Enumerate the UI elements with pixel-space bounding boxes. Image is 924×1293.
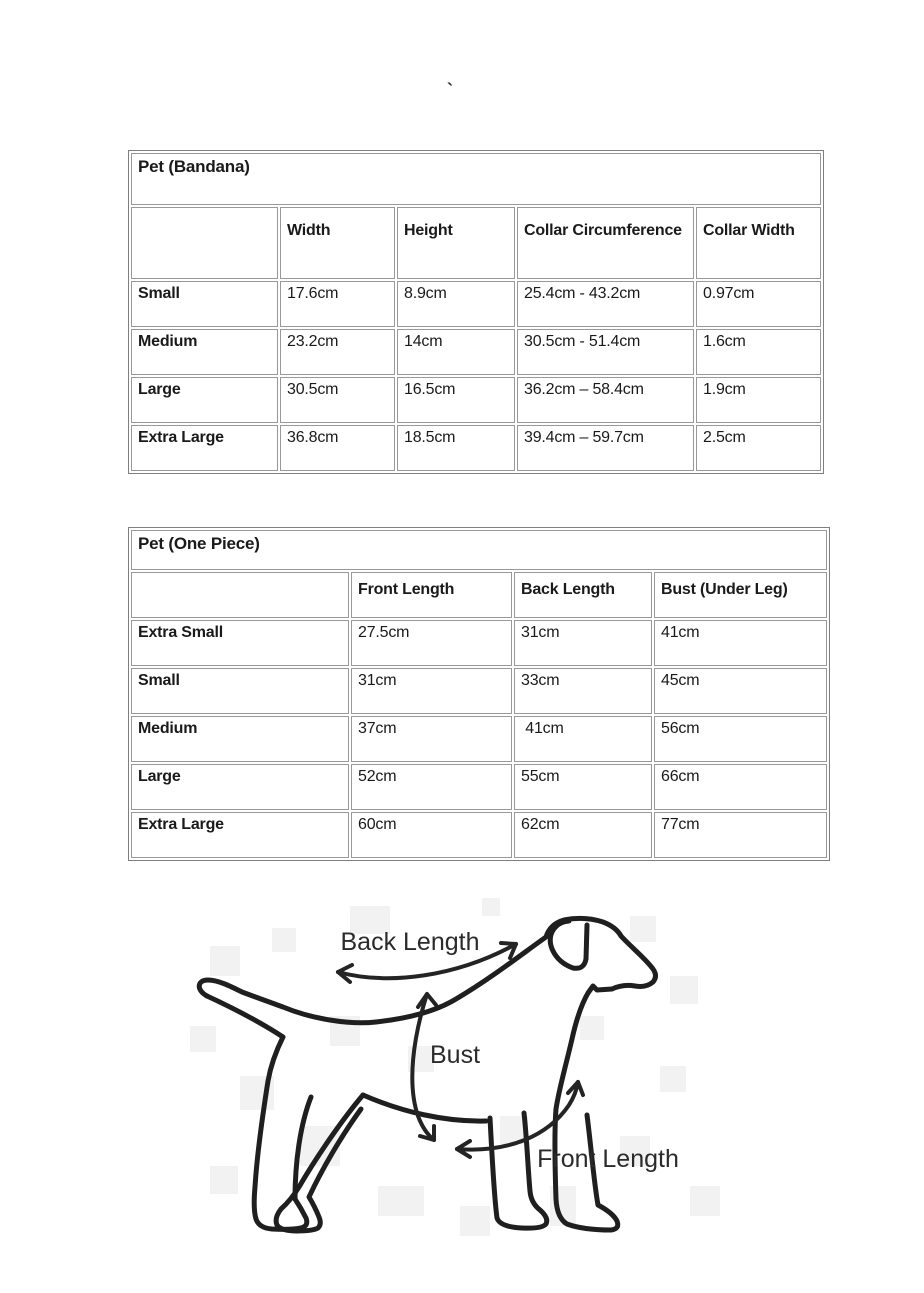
table-row — [131, 329, 821, 375]
table-row — [131, 764, 827, 810]
bandana-header-height: Height — [397, 207, 515, 279]
dog-measurement-diagram — [150, 888, 750, 1288]
row-label: Large — [131, 377, 278, 423]
bandana-title-row — [131, 153, 821, 205]
row-label: Small — [131, 668, 349, 714]
cell-collar-circumference: 30.5cm - 51.4cm — [517, 329, 694, 375]
bandana-header-collar-width: Collar Width — [696, 207, 821, 279]
row-label: Medium — [131, 329, 278, 375]
cell-bust: 56cm — [654, 716, 827, 762]
cell-front-length: 60cm — [351, 812, 512, 858]
row-label: Extra Small — [131, 620, 349, 666]
dog-outline-sketch — [199, 918, 655, 1231]
one-piece-table-title: Pet (One Piece) — [131, 530, 827, 570]
dog-ear — [550, 921, 587, 968]
table-row — [131, 281, 821, 327]
bandana-header-collar-circumference: Collar Circumference — [517, 207, 694, 279]
back-length-label: Back Length — [340, 928, 480, 956]
row-label: Extra Large — [131, 425, 278, 471]
cell-width: 23.2cm — [280, 329, 395, 375]
row-label: Small — [131, 281, 278, 327]
table-row — [131, 716, 827, 762]
cell-front-length: 37cm — [351, 716, 512, 762]
cell-height: 16.5cm — [397, 377, 515, 423]
one-piece-title-row — [131, 530, 827, 570]
cell-front-length: 27.5cm — [351, 620, 512, 666]
bust-label: Bust — [429, 1041, 481, 1069]
one-piece-size-table — [128, 527, 830, 861]
bandana-size-table — [128, 150, 824, 474]
one-piece-header-front-length: Front Length — [351, 572, 512, 618]
stray-backtick-mark: ` — [447, 80, 453, 100]
row-label: Medium — [131, 716, 349, 762]
cell-collar-width: 0.97cm — [696, 281, 821, 327]
bandana-header-width: Width — [280, 207, 395, 279]
table-row — [131, 425, 821, 471]
cell-back-length: 62cm — [514, 812, 652, 858]
cell-height: 18.5cm — [397, 425, 515, 471]
cell-front-length: 52cm — [351, 764, 512, 810]
one-piece-header-back-length: Back Length — [514, 572, 652, 618]
cell-bust: 41cm — [654, 620, 827, 666]
cell-collar-width: 2.5cm — [696, 425, 821, 471]
one-piece-header-bust: Bust (Under Leg) — [654, 572, 827, 618]
one-piece-header-blank — [131, 572, 349, 618]
cell-collar-circumference: 36.2cm – 58.4cm — [517, 377, 694, 423]
cell-front-length: 31cm — [351, 668, 512, 714]
cell-width: 30.5cm — [280, 377, 395, 423]
cell-collar-width: 1.6cm — [696, 329, 821, 375]
cell-width: 17.6cm — [280, 281, 395, 327]
cell-back-length: 31cm — [514, 620, 652, 666]
bandana-table-title: Pet (Bandana) — [131, 153, 821, 205]
cell-height: 8.9cm — [397, 281, 515, 327]
one-piece-header-row — [131, 572, 827, 618]
cell-back-length: 33cm — [514, 668, 652, 714]
cell-collar-circumference: 39.4cm – 59.7cm — [517, 425, 694, 471]
front-length-label: Front Length — [537, 1145, 679, 1173]
cell-bust: 45cm — [654, 668, 827, 714]
cell-back-length: 55cm — [514, 764, 652, 810]
cell-width: 36.8cm — [280, 425, 395, 471]
cell-back-length: 41cm — [514, 716, 652, 762]
row-label: Large — [131, 764, 349, 810]
cell-bust: 66cm — [654, 764, 827, 810]
table-row — [131, 668, 827, 714]
cell-collar-width: 1.9cm — [696, 377, 821, 423]
table-row — [131, 620, 827, 666]
row-label: Extra Large — [131, 812, 349, 858]
bandana-header-blank — [131, 207, 278, 279]
cell-collar-circumference: 25.4cm - 43.2cm — [517, 281, 694, 327]
bandana-header-row — [131, 207, 821, 279]
table-row — [131, 377, 821, 423]
cell-bust: 77cm — [654, 812, 827, 858]
cell-height: 14cm — [397, 329, 515, 375]
table-row — [131, 812, 827, 858]
